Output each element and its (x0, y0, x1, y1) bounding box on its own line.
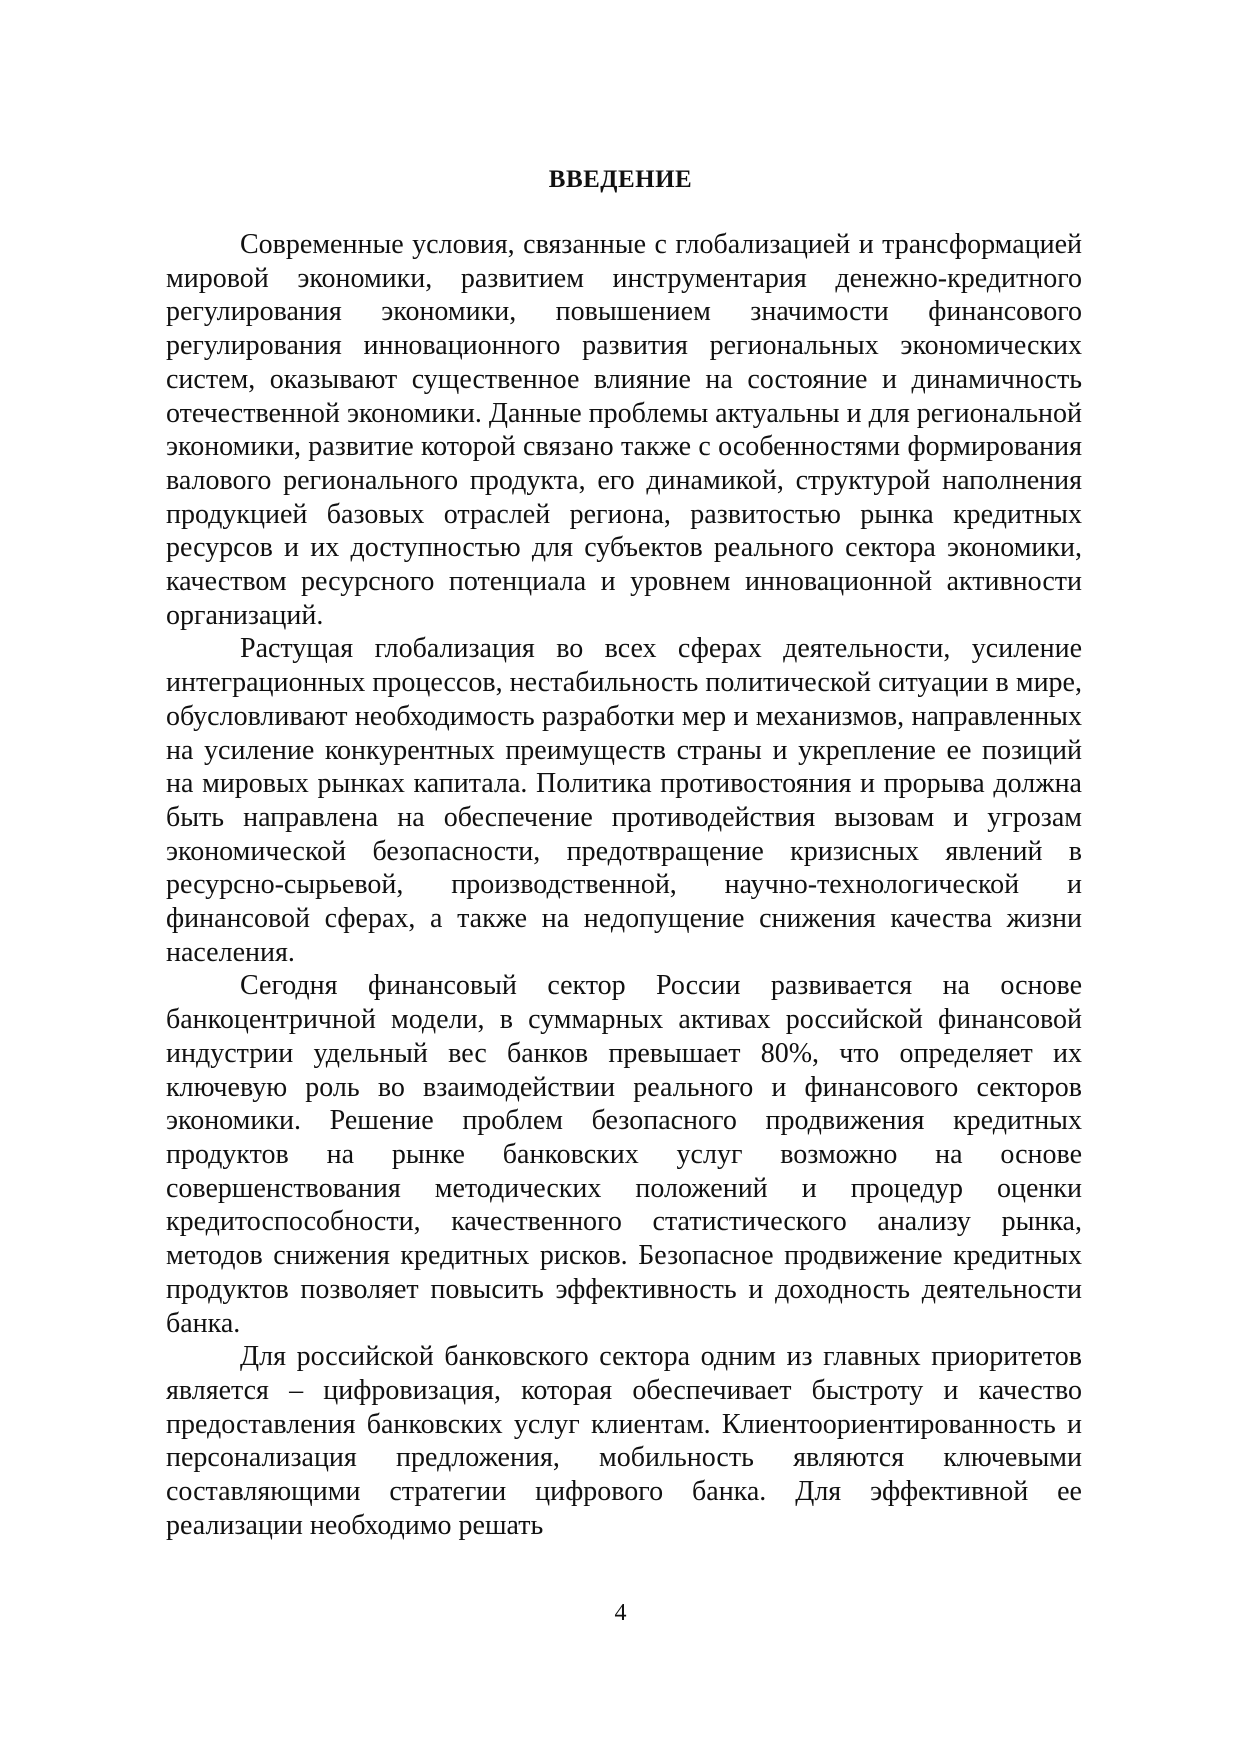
body-text (166, 228, 1082, 1542)
page-title: ВВЕДЕНИЕ (548, 166, 693, 193)
paragraph-2: Растущая глобализация во всех сферах деятельности, усиление интеграционных процессов, нестабильность политической ситуации в мире, обусловливают необходимость разработки мер и механизмов, направленных на усиление конкурентных преимуществ страны и укрепление ее позиций на мировых рынках капитала. Политика противостояния и прорыва должна быть направлена на обеспечение противодействия вызовам и угрозам экономической безопасности, предотвращение кризисных явлений в ресурсно-сырьевой, производственной, научно-технологической и финансовой сферах, а также на недопущение снижения качества жизни населения. (166, 633, 1082, 968)
paragraph-1: Современные условия, связанные с глобализацией и трансформацией мировой экономики, развитием инструментария денежно-кредитного регулирования экономики, повышением значимости финансового регулирования инновационного развития региональных экономических систем, оказывают существенное влияние на состояние и динамичность отечественной экономики. Данные проблемы актуальны и для региональной экономики, развитие которой связано также с особенностями формирования валового регионального продукта, его динамикой, структурой наполнения продукцией базовых отраслей региона, развитостью рынка кредитных ресурсов и их доступностью для субъектов реального сектора экономики, качеством ресурсного потенциала и уровнем инновационной активности организаций. (166, 229, 1082, 631)
paragraph-4: Для российской банковского сектора одним из главных приоритетов является – цифровизация, которая обеспечивает быстроту и качество предоставления банковских услуг клиентам. Клиентоориентированность и персонализация предложения, мобильность являются ключевыми составляющими стратегии цифрового банка. Для эффективной ее реализации необходимо решать (166, 1341, 1082, 1541)
paragraph-3: Сегодня финансовый сектор России развивается на основе банкоцентричной модели, в суммарных активах российской финансовой индустрии удельный вес банков превышает 80%, что определяет их ключевую роль во взаимодействии реального и финансового секторов экономики. Решение проблем безопасного продвижения кредитных продуктов на рынке банковских услуг возможно на основе совершенствования методических положений и процедур оценки кредитоспособности, качественного статистического анализу рынка, методов снижения кредитных рисков. Безопасное продвижение кредитных продуктов позволяет повысить эффективность и доходность деятельности банка. (166, 970, 1082, 1339)
page-number: 4 (614, 1600, 627, 1626)
